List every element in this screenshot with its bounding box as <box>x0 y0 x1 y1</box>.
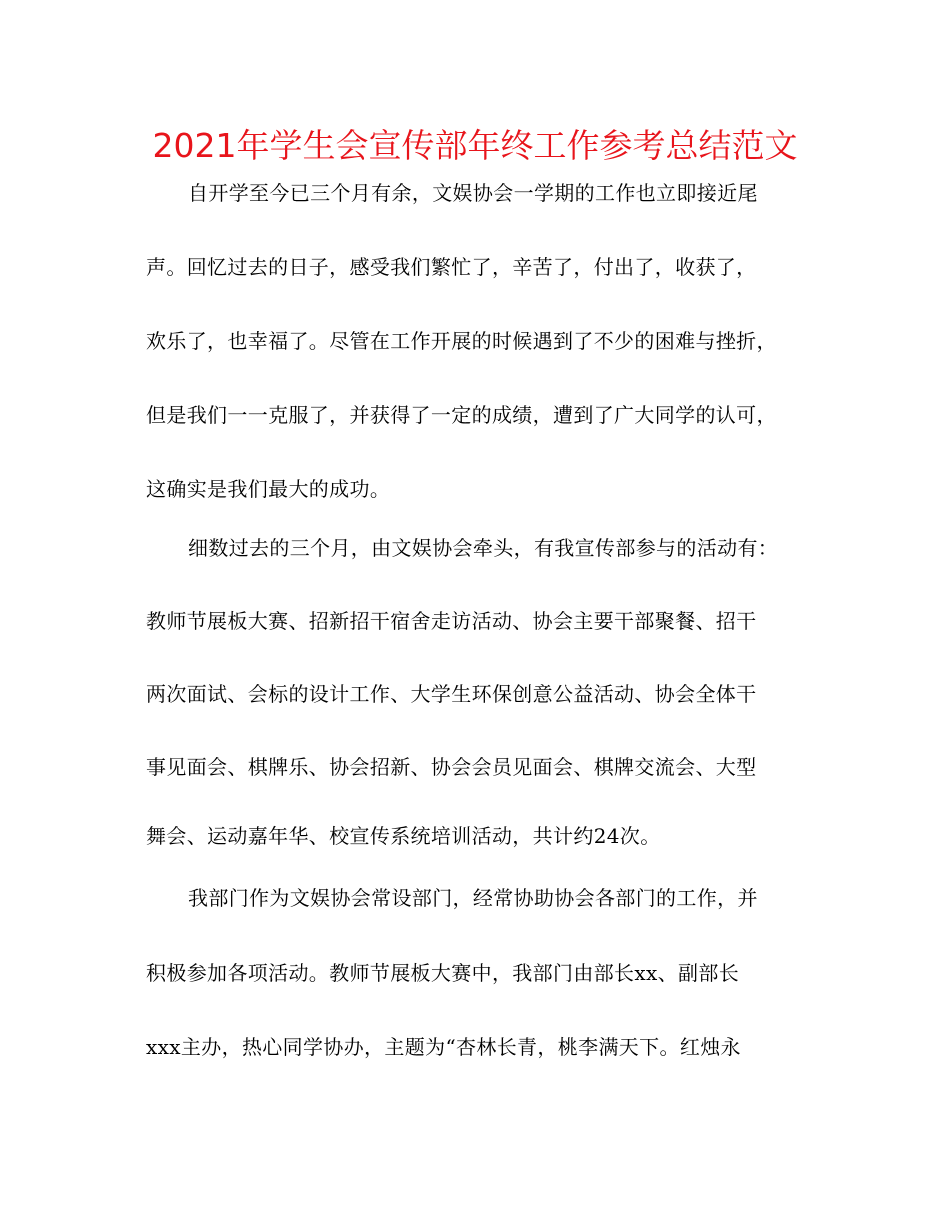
paragraph-2-line-2: 教师节展板大赛、招新招干宿舍走访活动、协会主要干部聚餐、招干 <box>146 609 757 633</box>
paragraph-1-line-1: 自开学至今已三个月有余，文娱协会一学期的工作也立即接近尾 <box>188 181 758 205</box>
paragraph-3-line-3: xxx主办，热心同学协办，主题为“杏林长青，桃李满天下。红烛永 <box>146 1035 741 1059</box>
paragraph-1-line-4: 但是我们一一克服了，并获得了一定的成绩，遭到了广大同学的认可， <box>146 403 777 427</box>
paragraph-1-line-5: 这确实是我们最大的成功。 <box>146 477 391 501</box>
document-title: 2021年学生会宣传部年终工作参考总结范文 <box>152 126 798 165</box>
paragraph-2-line-3: 两次面试、会标的设计工作、大学生环保创意公益活动、协会全体干 <box>146 682 757 706</box>
paragraph-2-line-1: 细数过去的三个月，由文娱协会牵头，有我宣传部参与的活动有： <box>188 536 779 560</box>
paragraph-1-line-2: 声。回忆过去的日子，感受我们繁忙了，辛苦了，付出了，收获了， <box>146 255 757 279</box>
paragraph-3-line-1: 我部门作为文娱协会常设部门，经常协助协会各部门的工作，并 <box>188 886 758 910</box>
paragraph-2-line-5: 舞会、运动嘉年华、校宣传系统培训活动，共计约24次。 <box>146 824 661 848</box>
paragraph-2-line-4: 事见面会、棋牌乐、协会招新、协会会员见面会、棋牌交流会、大型 <box>146 755 757 779</box>
paragraph-1-line-3: 欢乐了，也幸福了。尽管在工作开展的时候遇到了不少的困难与挫折， <box>146 329 777 353</box>
paragraph-3-line-2: 积极参加各项活动。教师节展板大赛中，我部门由部长xx、副部长 <box>146 961 740 985</box>
